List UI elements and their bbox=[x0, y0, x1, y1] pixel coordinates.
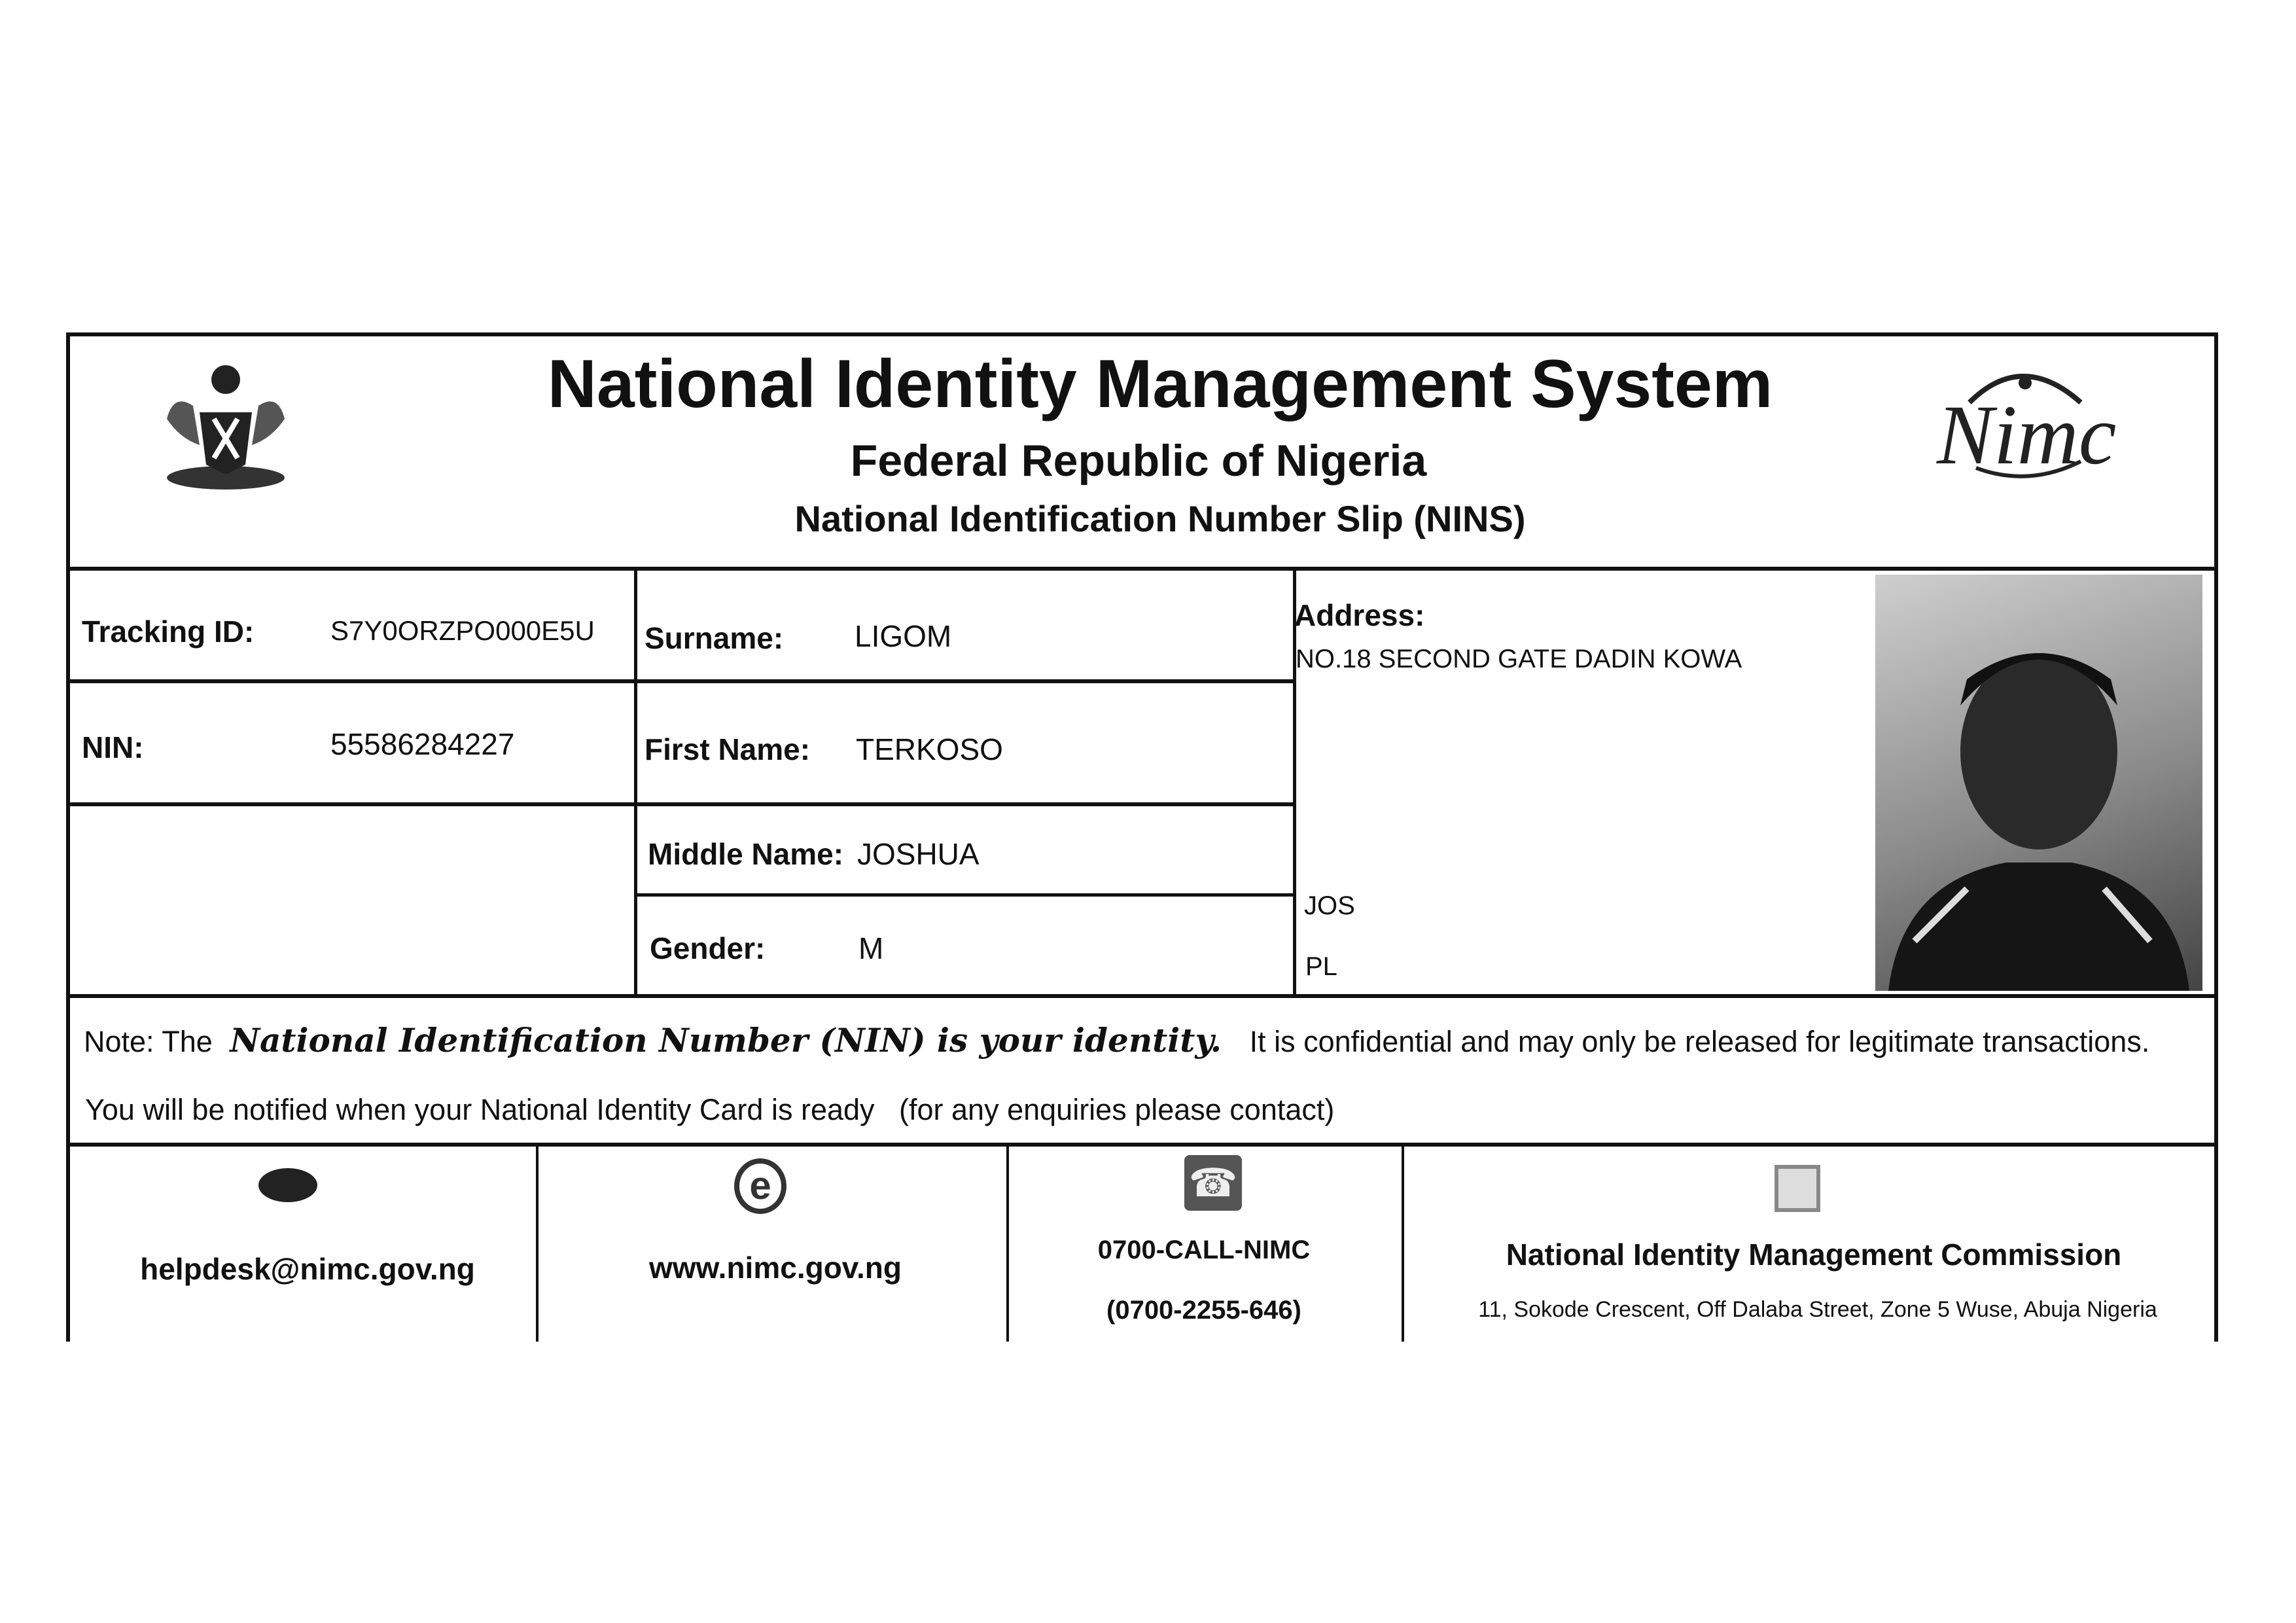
note-line-2: You will be notified when your National Identity Card is ready (for any enquiries please contact) bbox=[85, 1093, 1335, 1126]
address-label: Address: bbox=[1294, 598, 1425, 632]
footer-col-2 bbox=[1006, 1144, 1009, 1342]
building-icon bbox=[1775, 1165, 1820, 1212]
note-suffix: It is confidential and may only be released for legitimate transactions. bbox=[1249, 1025, 2150, 1058]
first-name-label: First Name: bbox=[645, 732, 811, 766]
nimc-logo-text: Nimc bbox=[1937, 388, 2117, 482]
page-title: National Identity Management System bbox=[547, 346, 1773, 422]
row-divider-2 bbox=[67, 802, 1294, 806]
org-address: 11, Sokode Crescent, Off Dalaba Street, Zone 5 Wuse, Abuja Nigeria bbox=[1478, 1297, 2157, 1322]
surname-label: Surname: bbox=[645, 621, 784, 655]
phone-icon: ☎ bbox=[1184, 1155, 1242, 1211]
header-divider bbox=[67, 567, 2218, 571]
slip-title: National Identification Number Slip (NINS) bbox=[794, 498, 1526, 539]
note-emphasis: National Identification Number (NIN) is your identity. bbox=[230, 1021, 1222, 1060]
col-divider-1 bbox=[634, 569, 637, 996]
org-name: National Identity Management Commission bbox=[1506, 1238, 2122, 1272]
tracking-id-label: Tracking ID: bbox=[82, 615, 255, 649]
phone-text[interactable]: 0700-CALL-NIMC bbox=[1097, 1236, 1311, 1264]
col-divider-2 bbox=[1293, 569, 1296, 996]
website-link[interactable]: www.nimc.gov.ng bbox=[649, 1251, 902, 1285]
footer-col-1 bbox=[536, 1144, 539, 1342]
nin-value: 55586284227 bbox=[330, 727, 515, 761]
address-state: PL bbox=[1305, 952, 1337, 981]
address-line1: NO.18 SECOND GATE DADIN KOWA bbox=[1296, 645, 1742, 673]
gender-label: Gender: bbox=[650, 931, 766, 965]
row-divider-1 bbox=[67, 679, 1294, 683]
nimc-logo bbox=[1930, 357, 2120, 481]
tracking-id-value: S7Y0ORZPO000E5U bbox=[330, 615, 595, 646]
border-left bbox=[66, 332, 70, 1342]
footer-top bbox=[67, 1143, 2218, 1147]
phone-number[interactable]: (0700-2255-646) bbox=[1106, 1296, 1301, 1325]
gender-value: M bbox=[858, 931, 884, 965]
email-icon bbox=[258, 1168, 317, 1202]
table-bottom bbox=[67, 994, 2218, 998]
border-right bbox=[2214, 332, 2218, 1342]
row-divider-3 bbox=[636, 893, 1294, 897]
footer-col-3 bbox=[1402, 1144, 1404, 1342]
border-top bbox=[67, 332, 2218, 336]
passport-photo bbox=[1875, 575, 2202, 991]
surname-value: LIGOM bbox=[855, 619, 952, 653]
first-name-value: TERKOSO bbox=[856, 732, 1003, 766]
middle-name-label: Middle Name: bbox=[648, 837, 844, 871]
middle-name-value: JOSHUA bbox=[857, 837, 980, 871]
coat-of-arms-logo bbox=[154, 353, 298, 494]
globe-icon: e bbox=[734, 1158, 786, 1214]
note-line-1 bbox=[84, 1021, 2149, 1060]
email-link[interactable]: helpdesk@nimc.gov.ng bbox=[140, 1252, 475, 1286]
subtitle: Federal Republic of Nigeria bbox=[850, 436, 1427, 486]
nin-label: NIN: bbox=[82, 730, 144, 764]
address-city: JOS bbox=[1304, 891, 1355, 920]
note-prefix: Note: The bbox=[84, 1025, 213, 1058]
